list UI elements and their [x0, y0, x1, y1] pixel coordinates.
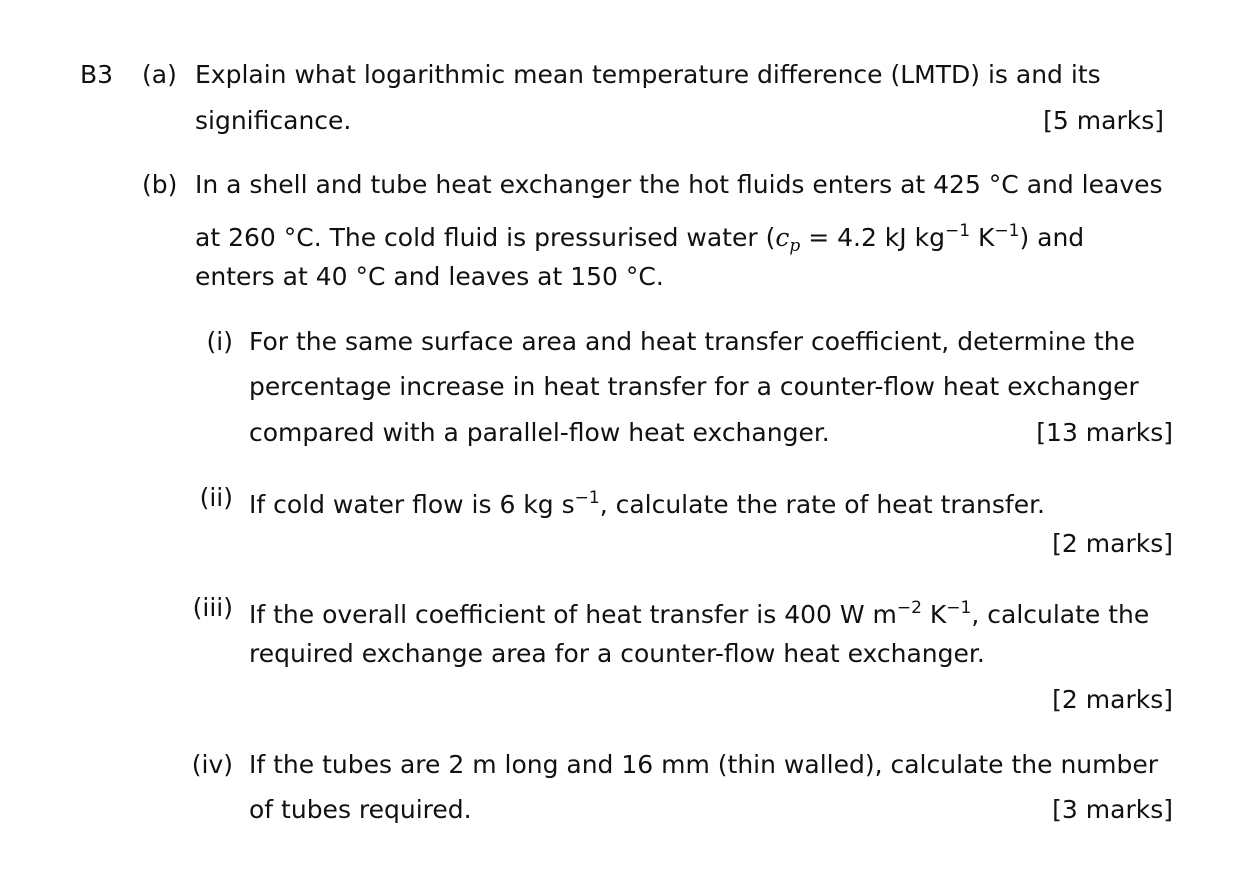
subpart-iii-marks: [2 marks]: [1052, 685, 1173, 714]
subpart-ii-marks: [2 marks]: [1052, 529, 1173, 558]
part-a-line1: Explain what logarithmic mean temperature difference (LMTD) is and its: [195, 60, 1101, 89]
cp-value: = 4.2 kJ kg: [800, 223, 945, 252]
cp-exponent-1: −1: [944, 221, 971, 241]
part-a-label: (a): [142, 60, 177, 89]
subpart-iii-line1-pre: If the overall coefficient of heat transfer is 400 W m: [249, 600, 897, 629]
subpart-iv-label: (iv): [191, 750, 233, 779]
subpart-iii-line1-post: , calculate the: [971, 600, 1150, 629]
subpart-ii-exponent: −1: [574, 488, 600, 508]
cp-unit-2: K: [970, 223, 995, 252]
subpart-ii-line1-pre: If cold water flow is 6 kg s: [249, 490, 575, 519]
part-a-marks: [5 marks]: [1043, 106, 1164, 135]
part-b-line2-post: ) and: [1019, 223, 1085, 252]
subpart-iv-marks: [3 marks]: [1052, 795, 1173, 824]
subpart-ii-line1: [249, 475, 1045, 528]
subpart-iii-line2: required exchange area for a counter-flow heat exchanger.: [249, 639, 985, 668]
part-b-line2-pre: at 260 °C. The cold fluid is pressurised water (: [195, 223, 776, 252]
subpart-i-line1: For the same surface area and heat transfer coefficient, determine the: [249, 327, 1135, 356]
subpart-ii-label: (ii): [199, 483, 233, 512]
part-a-line2: significance.: [195, 106, 352, 135]
part-b-line3: enters at 40 °C and leaves at 150 °C.: [195, 262, 664, 291]
question-number: B3: [80, 60, 114, 89]
cp-symbol: c: [775, 223, 790, 252]
subpart-iv-line2: of tubes required.: [249, 795, 472, 824]
part-b-line1: In a shell and tube heat exchanger the hot fluids enters at 425 °C and leaves: [195, 170, 1163, 199]
subpart-i-line2: percentage increase in heat transfer for a counter-flow heat exchanger: [249, 372, 1139, 401]
subpart-iv-line1: If the tubes are 2 m long and 16 mm (thin walled), calculate the number: [249, 750, 1159, 779]
subpart-iii-exponent-2: −1: [946, 598, 972, 618]
subpart-i-label: (i): [206, 327, 233, 356]
subpart-i-line3: compared with a parallel-flow heat exchanger.: [249, 418, 830, 447]
part-b-label: (b): [142, 170, 178, 199]
subpart-iii-line1-mid: K: [921, 600, 947, 629]
subpart-ii-line1-post: , calculate the rate of heat transfer.: [599, 490, 1045, 519]
subpart-i-marks: [13 marks]: [1036, 418, 1173, 447]
subpart-iii-label: (iii): [192, 593, 233, 622]
cp-exponent-2: −1: [994, 221, 1020, 241]
subpart-iii-exponent-1: −2: [896, 598, 922, 618]
cp-subscript: p: [789, 236, 801, 256]
